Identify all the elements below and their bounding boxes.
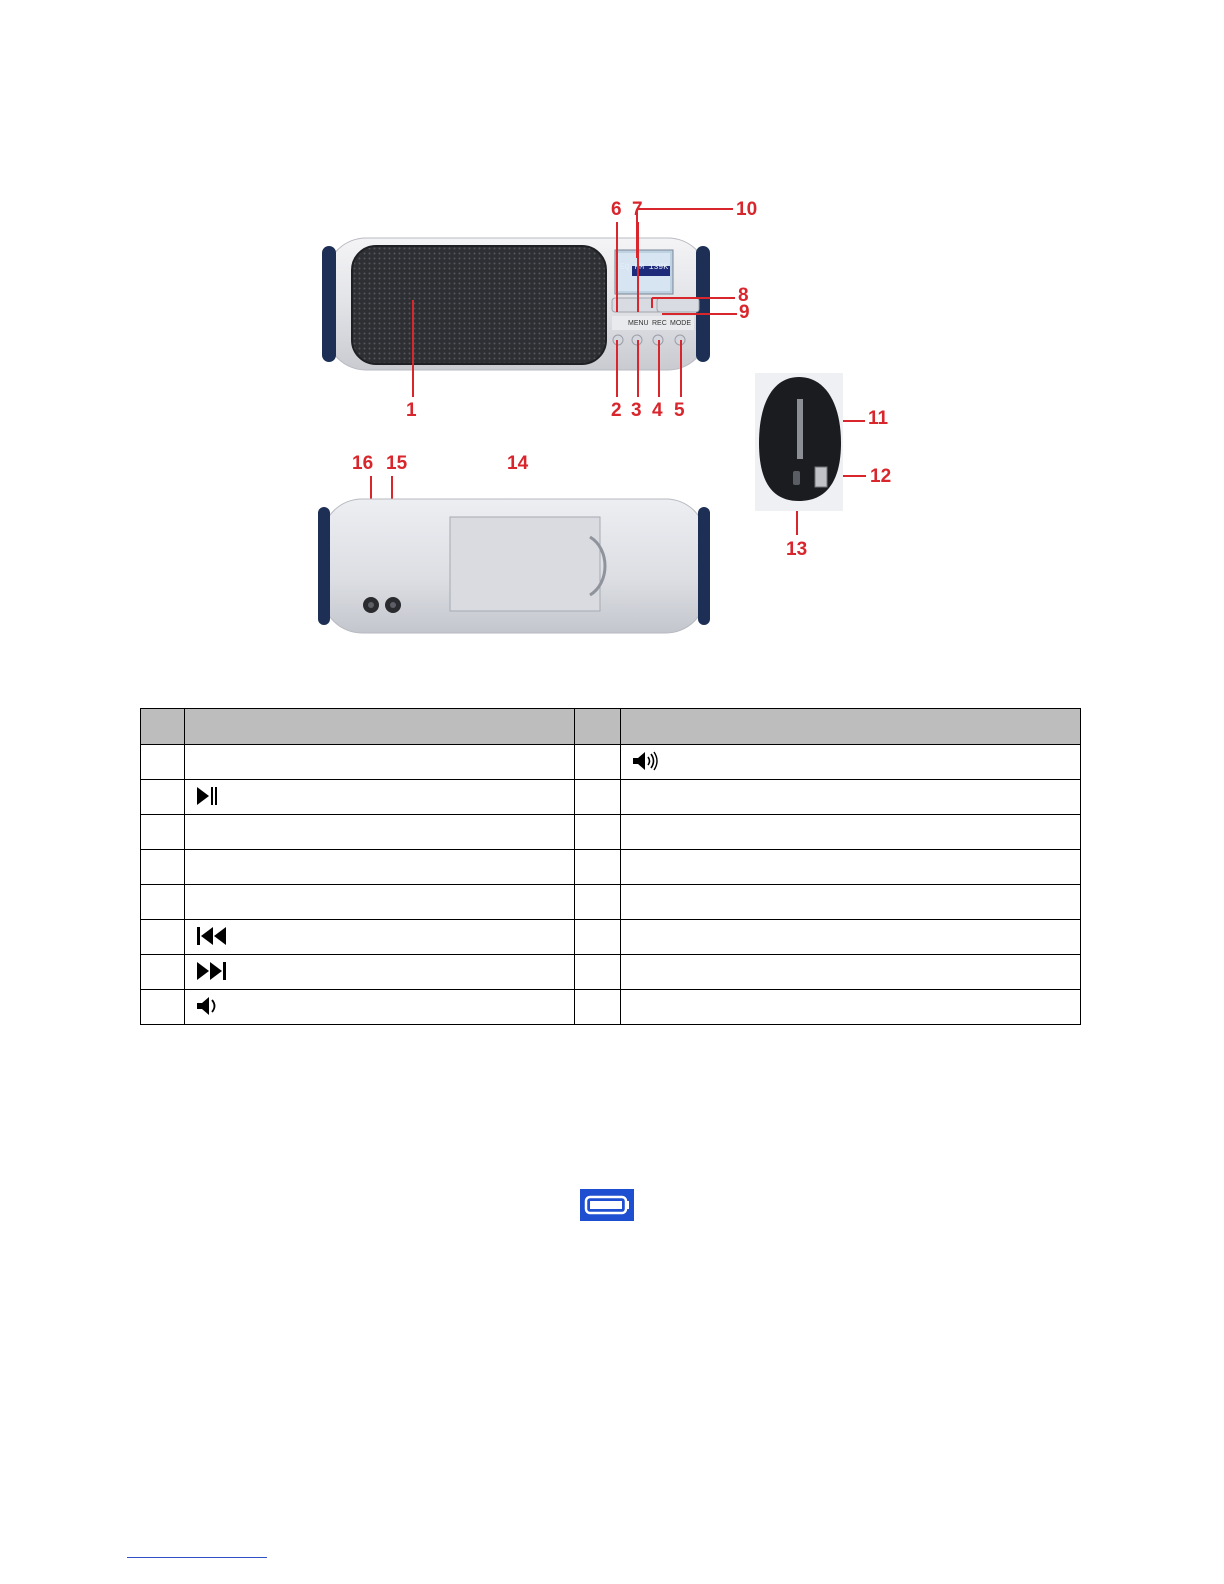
callout-6: 6 bbox=[611, 199, 622, 220]
table-row bbox=[141, 920, 1081, 955]
callout-7: 7 bbox=[632, 199, 643, 220]
table-cell bbox=[575, 885, 621, 920]
table-cell bbox=[141, 850, 185, 885]
table-row bbox=[141, 850, 1081, 885]
table-cell bbox=[575, 780, 621, 815]
callout-9: 9 bbox=[739, 302, 750, 323]
table-cell bbox=[141, 920, 185, 955]
volume-up-icon bbox=[631, 750, 661, 772]
table-cell bbox=[575, 815, 621, 850]
callout-1: 1 bbox=[406, 400, 417, 421]
volume-down-icon bbox=[195, 995, 221, 1017]
table-cell bbox=[185, 780, 575, 815]
callout-5: 5 bbox=[674, 400, 685, 421]
table-row bbox=[141, 885, 1081, 920]
callout-11: 11 bbox=[868, 408, 889, 429]
header-cell bbox=[141, 709, 185, 745]
callout-4: 4 bbox=[652, 400, 663, 421]
table-cell bbox=[185, 850, 575, 885]
table-row bbox=[141, 780, 1081, 815]
table-cell bbox=[621, 920, 1081, 955]
table-cell bbox=[621, 780, 1081, 815]
table-cell bbox=[185, 990, 575, 1025]
table-cell bbox=[621, 990, 1081, 1025]
table-cell bbox=[185, 745, 575, 780]
button-label-mode: MODE bbox=[670, 320, 691, 327]
play-pause-icon bbox=[195, 785, 219, 807]
parts-table bbox=[140, 708, 1081, 1025]
table-cell bbox=[621, 850, 1081, 885]
callout-14: 14 bbox=[507, 453, 529, 474]
table-row bbox=[141, 815, 1081, 850]
callout-3: 3 bbox=[631, 400, 642, 421]
table-cell bbox=[141, 990, 185, 1025]
table-cell bbox=[621, 955, 1081, 990]
header-cell bbox=[185, 709, 575, 745]
callout-10: 10 bbox=[736, 199, 758, 220]
table-cell bbox=[621, 885, 1081, 920]
table-cell bbox=[141, 955, 185, 990]
header-cell bbox=[621, 709, 1081, 745]
side-view-photo bbox=[755, 373, 843, 511]
table-header-row bbox=[141, 709, 1081, 745]
table-cell bbox=[185, 920, 575, 955]
table-cell bbox=[575, 745, 621, 780]
callout-2: 2 bbox=[611, 400, 622, 421]
callout-16: 16 bbox=[352, 453, 374, 474]
button-label-menu: MENU bbox=[628, 320, 649, 327]
previous-track-icon bbox=[195, 925, 229, 947]
table-cell bbox=[575, 955, 621, 990]
table-cell bbox=[141, 815, 185, 850]
table-cell bbox=[575, 850, 621, 885]
table-cell bbox=[185, 815, 575, 850]
table-cell bbox=[185, 885, 575, 920]
callout-15: 15 bbox=[386, 453, 408, 474]
header-cell bbox=[575, 709, 621, 745]
back-view-photo bbox=[318, 497, 710, 635]
table-row bbox=[141, 990, 1081, 1025]
table-cell bbox=[185, 955, 575, 990]
table-cell bbox=[575, 920, 621, 955]
table-cell bbox=[141, 780, 185, 815]
table-cell bbox=[575, 990, 621, 1025]
table-cell bbox=[621, 815, 1081, 850]
table-cell bbox=[621, 745, 1081, 780]
callout-13: 13 bbox=[786, 539, 808, 560]
table-cell bbox=[141, 885, 185, 920]
button-label-rec: REC bbox=[652, 320, 667, 327]
table-cell bbox=[141, 745, 185, 780]
next-track-icon bbox=[195, 960, 229, 982]
callout-8: 8 bbox=[738, 285, 749, 306]
table-row bbox=[141, 955, 1081, 990]
footnote-link-line[interactable] bbox=[127, 1557, 267, 1558]
callout-12: 12 bbox=[870, 466, 892, 487]
lcd-text: EQ FM 139K bbox=[620, 263, 669, 272]
table-row bbox=[141, 745, 1081, 780]
battery-icon bbox=[580, 1189, 634, 1221]
